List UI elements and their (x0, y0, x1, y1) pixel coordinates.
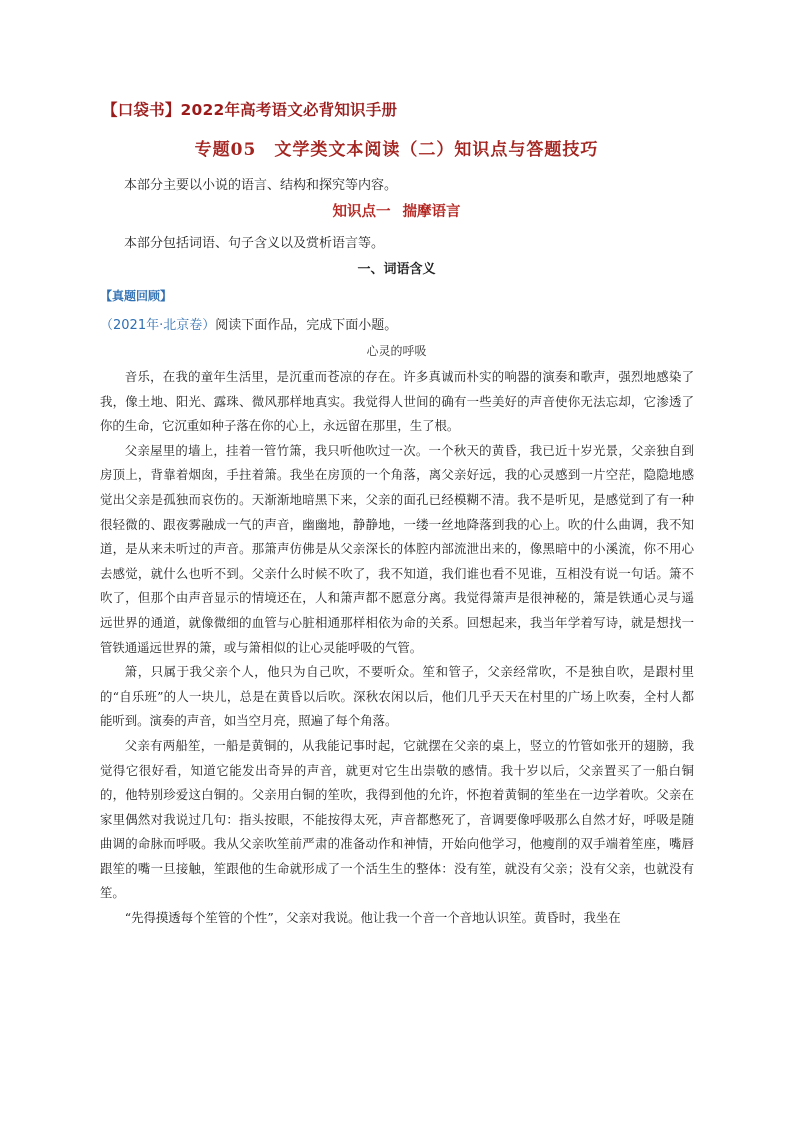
series-name: 口袋书 (117, 101, 165, 119)
passage-title: 心灵的呼吸 (366, 344, 427, 358)
source-year: （2021年·北京卷） (100, 318, 216, 333)
intro-text-1: 本部分主要以小说的语言、结构和探究等内容。 (124, 178, 398, 193)
intro-text-2: 本部分包括词语、句子含义以及赏析语言等。 (124, 236, 385, 251)
handbook-header (102, 98, 397, 120)
knowledge-point-heading (0, 200, 793, 221)
topic-title (0, 135, 793, 160)
knowledge-point-name: 揣摩语言 (402, 204, 461, 220)
section-heading: 一、词语含义 (357, 262, 436, 277)
paragraph: 父亲有两船笙，一船是黄铜的，从我能记事时起，它就摆在父亲的桌上，竖立的竹管如张开的翅膀，我觉得它很好看，知道它能发出奇异的声音，就更对它生出崇敬的感情。我十岁以后，父亲置买了一船白铜的，他特别珍爱这白铜的。父亲用白铜的笙吹，我得到他的允许，怀抱着黄铜的笙坐在一边学着吹。父亲在家里偶然对我说过几句：指头按眼，不能按得太死，声音都憋死了，音调要像呼吸那么自然才好，呼吸是随曲调的命脉而呼吸。我从父亲吹笙前严肃的准备动作和神情，开始向他学习，他瘦削的双手端着笙座，嘴唇跟笙的嘴一旦接触，笙跟他的生命就形成了一个活生生的整体：没有笙，就没有父亲；没有父亲，也就没有笙。 (100, 737, 694, 901)
paragraph: 父亲屋里的墙上，挂着一管竹箫，我只听他吹过一次。一个秋天的黄昏，我已近十岁光景，父亲独自到房顶上，背靠着烟囱，手拄着箫。我坐在房顶的一个角落，离父亲好远，我的心灵感到一片空茫，隐隐地感觉出父亲是孤独而哀伤的。天渐渐地暗黑下来，父亲的面孔已经模糊不清。我不是听见，是感觉到了有一种很轻微的、跟夜雾融成一气的声音，幽幽地，静静地，一缕一丝地降落到我的心上。吹的什么曲调，我不知道，是从来未听过的声音。那箫声仿佛是从父亲深长的体腔内部流泄出来的，像黑暗中的小溪流，你不用心去感觉，就什么也听不到。父亲什么时候不吹了，我不知道，我们谁也看不见谁，互相没有说一句话。箫不吹了，但那个由声音显示的情境还在，人和箫声都不愿意分离。我觉得箫声是很神秘的，箫是铁通心灵与遥远世界的通道，就像微细的血管与心脏相通那样相依为命的关系。回想起来，我当年学着写诗，就是想找一管铁通遥远世界的箫，或与箫相似的让心灵能呼吸的气管。 (100, 442, 694, 655)
paragraph: “先得摸透每个笙管的个性”，父亲对我说。他让我一个音一个音地认识笙。黄昏时，我坐在 (124, 910, 621, 926)
source-instruction: 阅读下面作品，完成下面小题。 (215, 318, 398, 333)
passage-body (100, 365, 694, 931)
paragraph: 箫，只属于我父亲个人，他只为自己吹，不要听众。笙和管子，父亲经常吹，不是独自吹，是跟村里的“自乐班”的人一块儿，总是在黄昏以后吹。深秋农闲以后，他们几乎天天在村里的广场上吹奏，全村人都能听到。演奏的声音，如当空月亮，照遍了每个角落。 (100, 664, 694, 729)
question-source (100, 314, 397, 333)
handbook-title: 2022年高考语文必背知识手册 (180, 101, 398, 119)
bracket-open: 【 (102, 101, 118, 119)
paragraph: 音乐，在我的童年生活里，是沉重而苍凉的存在。许多真诚而朴实的响器的演奏和歌声，强烈地感染了我，像土地、阳光、露珠、微风那样地真实。我觉得人世间的确有一些美好的声音使你无法忘却，它渗透了你的生命，它沉重如种子落在你的心上，永远留在那里，生了根。 (100, 369, 694, 434)
topic-number: 专题05 (194, 140, 257, 160)
knowledge-point-label: 知识点一 (332, 204, 391, 220)
topic-name: 文学类文本阅读（二）知识点与答题技巧 (274, 140, 599, 160)
bracket-close: 】 (164, 101, 181, 119)
review-tag: 【真题回顾】 (100, 289, 173, 303)
